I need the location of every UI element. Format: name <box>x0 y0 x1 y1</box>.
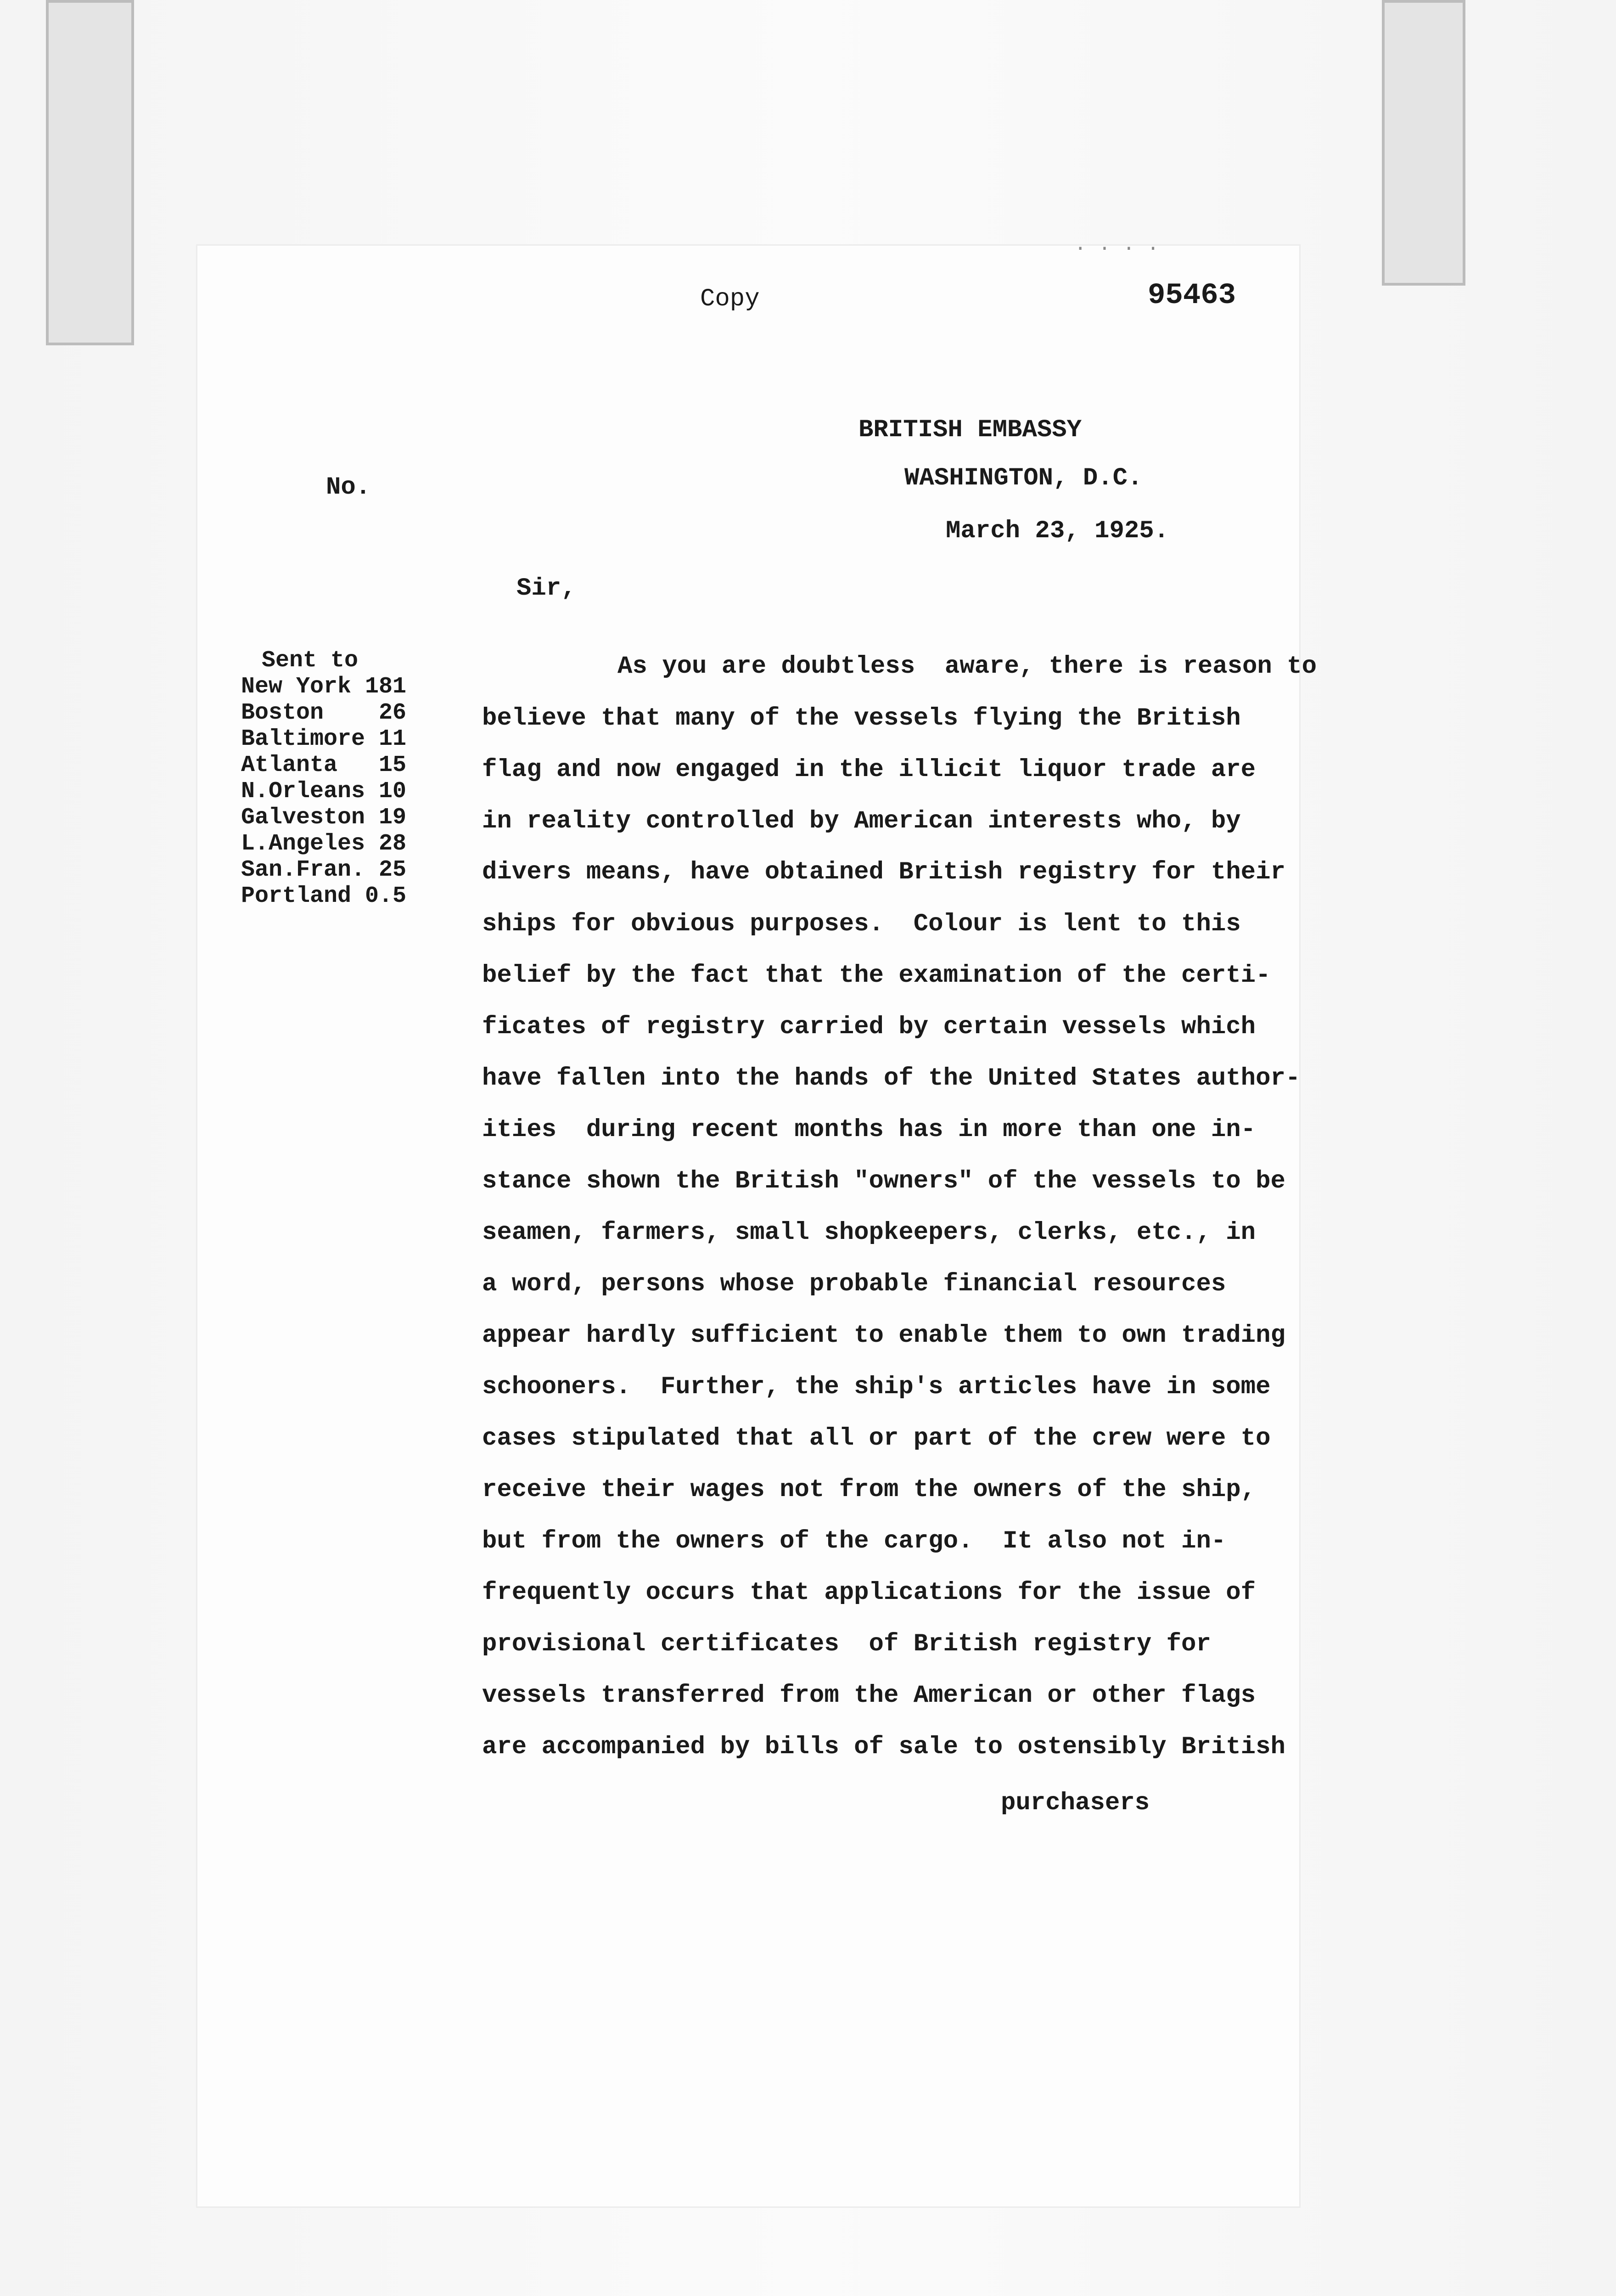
body-line: schooners. Further, the ship's articles have in some <box>482 1373 1271 1401</box>
distribution-row: Boston 26 <box>241 700 407 726</box>
distribution-row: Baltimore 11 <box>241 726 407 752</box>
body-line: vessels transferred from the American or other flags <box>482 1682 1256 1710</box>
distribution-row: Portland 0.5 <box>241 883 407 909</box>
body-line: seamen, farmers, small shopkeepers, clerks, etc., in <box>482 1219 1256 1247</box>
distribution-row: New York 181 <box>241 674 407 700</box>
embassy-city: WASHINGTON, D.C. <box>904 464 1143 492</box>
body-line: ities during recent months has in more than one in- <box>482 1116 1256 1144</box>
body-line: provisional certificates of British registry for <box>482 1630 1211 1658</box>
stamp-mark: · · · · <box>1074 237 1159 260</box>
distribution-row: Atlanta 15 <box>241 752 407 778</box>
distribution-row: L.Angeles 28 <box>241 831 407 857</box>
body-line: ships for obvious purposes. Colour is lent to this <box>482 910 1241 938</box>
body-line: frequently occurs that applications for the issue of <box>482 1579 1256 1607</box>
body-line: receive their wages not from the owners of the ship, <box>482 1476 1256 1504</box>
body-line: ficates of registry carried by certain vessels which <box>482 1013 1256 1041</box>
body-line: have fallen into the hands of the United States author- <box>482 1064 1301 1092</box>
body-line: in reality controlled by American interests who, by <box>482 807 1241 835</box>
body-line: flag and now engaged in the illicit liquor trade are <box>482 756 1256 784</box>
distribution-title: Sent to <box>262 647 359 674</box>
copy-label: Copy <box>700 285 760 313</box>
body-line: divers means, have obtained British registry for their <box>482 858 1285 886</box>
distribution-row: Galveston 19 <box>241 805 407 831</box>
embassy-name: BRITISH EMBASSY <box>858 416 1082 444</box>
catchword: purchasers <box>1001 1789 1150 1817</box>
body-line: belief by the fact that the examination of the certi- <box>482 962 1271 990</box>
tape-strip-top-left <box>46 0 134 345</box>
body-line: As you are doubtless aware, there is reason to <box>617 653 1317 681</box>
number-label: No. <box>326 473 371 501</box>
body-line: but from the owners of the cargo. It also not in- <box>482 1527 1226 1555</box>
distribution-row: San.Fran. 25 <box>241 857 407 883</box>
body-line: cases stipulated that all or part of the crew were to <box>482 1424 1271 1452</box>
tape-strip-top-right <box>1382 0 1465 286</box>
letter-date: March 23, 1925. <box>946 517 1169 545</box>
body-line: stance shown the British "owners" of the vessels to be <box>482 1167 1285 1195</box>
reference-number: 95463 <box>1148 279 1236 312</box>
body-line: believe that many of the vessels flying the British <box>482 704 1241 732</box>
salutation: Sir, <box>516 574 576 602</box>
body-line: appear hardly sufficient to enable them to own trading <box>482 1322 1285 1350</box>
body-line: a word, persons whose probable financial resources <box>482 1270 1226 1298</box>
distribution-row: N.Orleans 10 <box>241 778 407 805</box>
body-line: are accompanied by bills of sale to ostensibly British <box>482 1733 1285 1761</box>
